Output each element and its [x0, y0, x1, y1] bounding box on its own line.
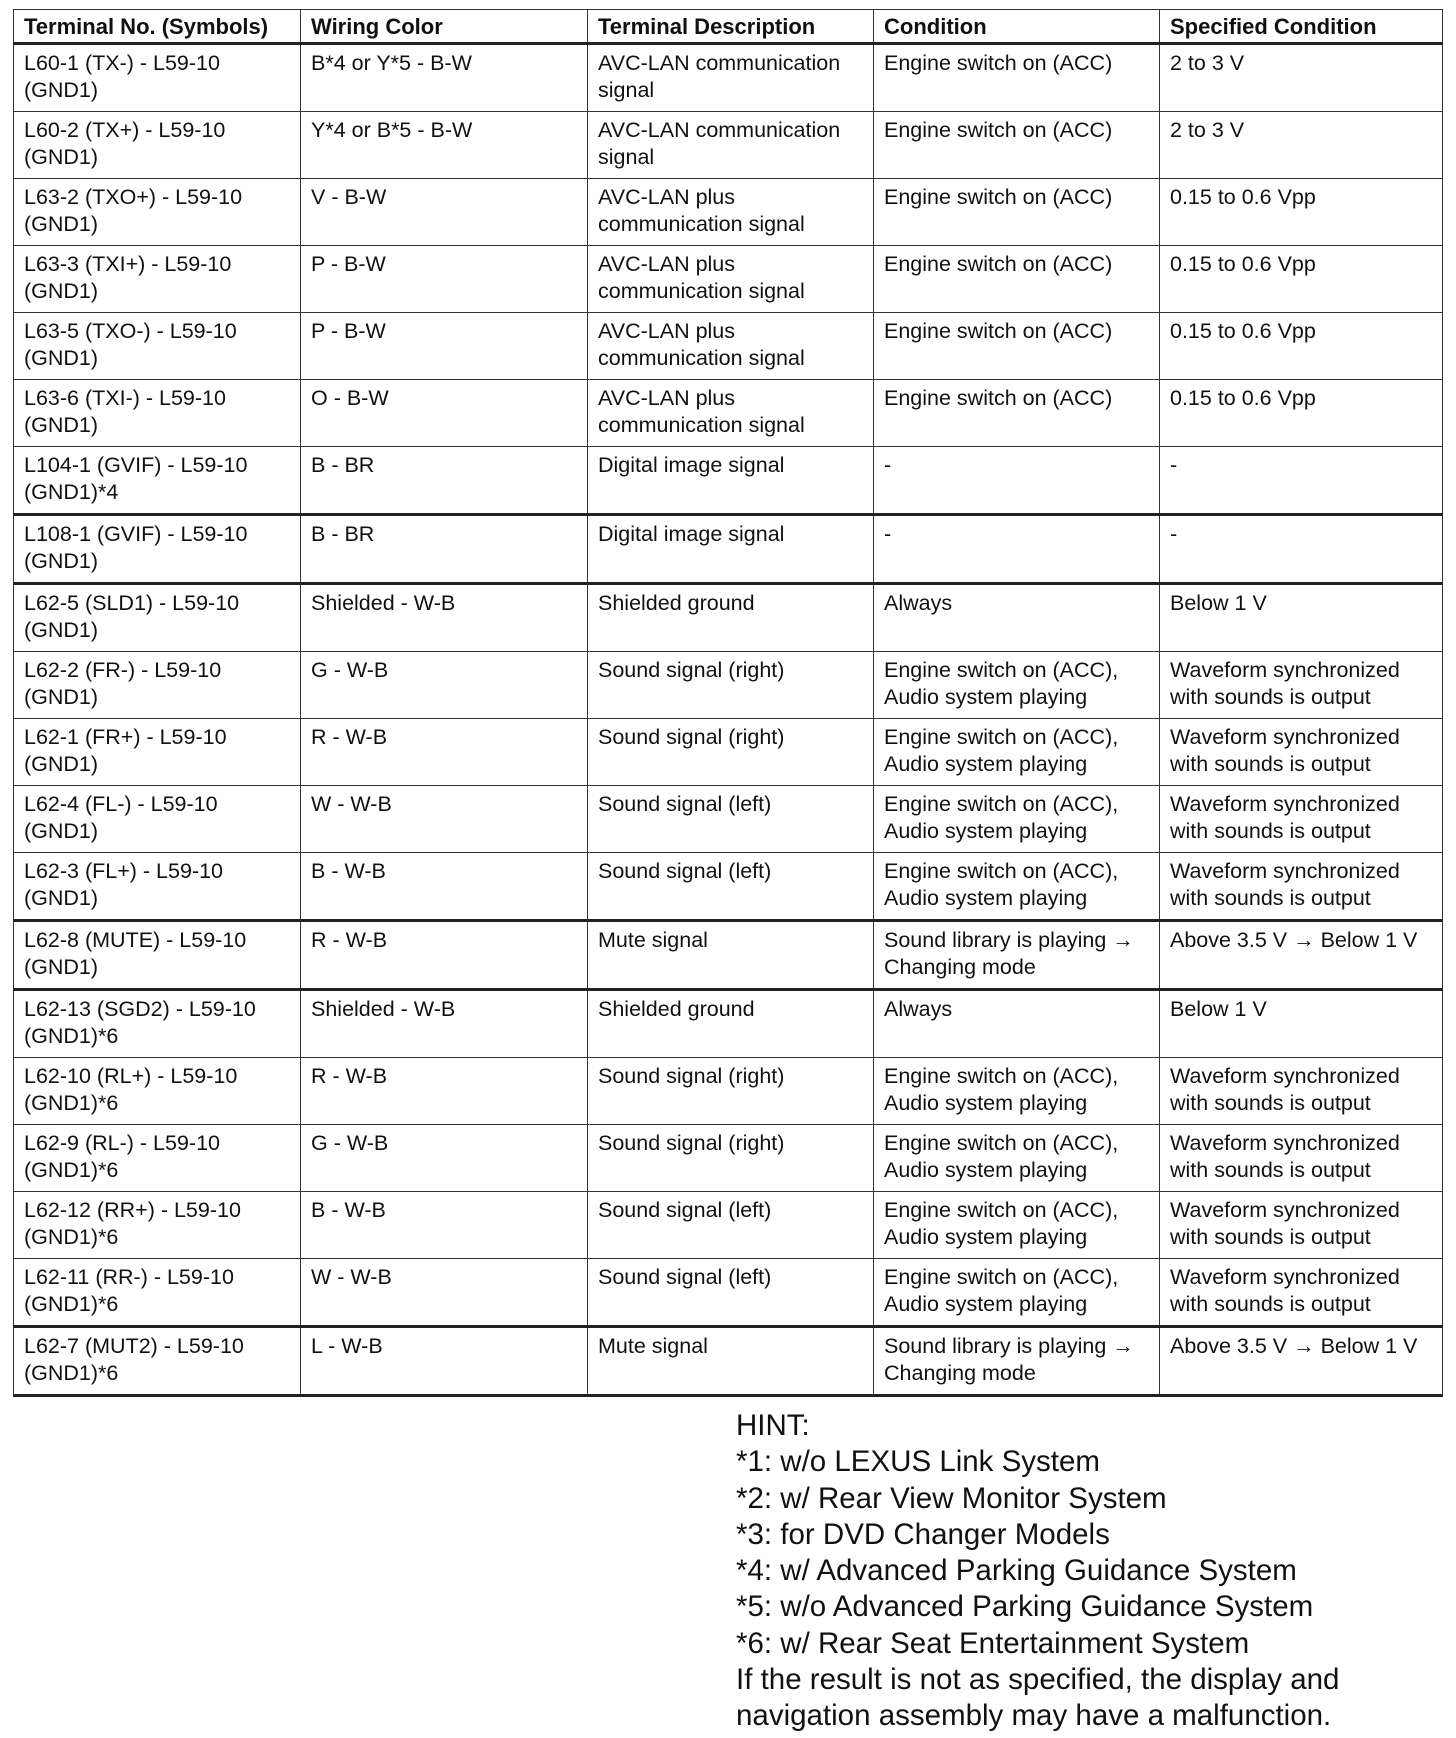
- cell-condition: Always: [874, 990, 1160, 1058]
- cell-wiring-color: P - B-W: [301, 313, 588, 380]
- cell-specified-condition: Waveform synchronized with sounds is output: [1160, 1192, 1443, 1259]
- table-row: [14, 44, 1443, 112]
- cell-wiring-color: R - W-B: [301, 921, 588, 990]
- table-row: [14, 1327, 1443, 1396]
- hint-line: *3: for DVD Changer Models: [736, 1517, 1110, 1551]
- header-terminal: Terminal No. (Symbols): [14, 10, 301, 44]
- table-body: [14, 44, 1443, 1396]
- cell-terminal-description: Sound signal (left): [588, 853, 874, 921]
- table-row: [14, 313, 1443, 380]
- cell-condition: Engine switch on (ACC), Audio system playing: [874, 1259, 1160, 1327]
- cell-wiring-color: B - BR: [301, 515, 588, 584]
- hint-line: *4: w/ Advanced Parking Guidance System: [736, 1554, 1297, 1588]
- cell-condition: Engine switch on (ACC), Audio system playing: [874, 1125, 1160, 1192]
- cell-terminal: L62-8 (MUTE) - L59-10 (GND1): [14, 921, 301, 990]
- cell-wiring-color: W - W-B: [301, 786, 588, 853]
- cell-condition: -: [874, 447, 1160, 515]
- cell-terminal-description: Shielded ground: [588, 584, 874, 652]
- table-row: [14, 719, 1443, 786]
- cell-wiring-color: V - B-W: [301, 179, 588, 246]
- cell-wiring-color: O - B-W: [301, 380, 588, 447]
- cell-terminal-description: AVC-LAN plus communication signal: [588, 246, 874, 313]
- cell-condition: Engine switch on (ACC): [874, 246, 1160, 313]
- cell-specified-condition: Waveform synchronized with sounds is output: [1160, 719, 1443, 786]
- cell-terminal-description: Sound signal (left): [588, 1192, 874, 1259]
- cell-condition: Engine switch on (ACC): [874, 313, 1160, 380]
- hint-note-line: navigation assembly may have a malfunction.: [736, 1699, 1332, 1733]
- cell-wiring-color: B - W-B: [301, 1192, 588, 1259]
- cell-terminal: L62-10 (RL+) - L59-10 (GND1)*6: [14, 1058, 301, 1125]
- cell-terminal-description: AVC-LAN plus communication signal: [588, 380, 874, 447]
- table-row: [14, 652, 1443, 719]
- cell-terminal-description: Digital image signal: [588, 515, 874, 584]
- table-row: [14, 1192, 1443, 1259]
- cell-condition: Engine switch on (ACC), Audio system playing: [874, 719, 1160, 786]
- cell-terminal: L62-2 (FR-) - L59-10 (GND1): [14, 652, 301, 719]
- cell-condition: Sound library is playing → Changing mode: [874, 1327, 1160, 1396]
- cell-condition: Engine switch on (ACC): [874, 112, 1160, 179]
- cell-terminal-description: Sound signal (right): [588, 1125, 874, 1192]
- cell-terminal-description: Sound signal (right): [588, 1058, 874, 1125]
- cell-wiring-color: G - W-B: [301, 1125, 588, 1192]
- cell-condition: Sound library is playing → Changing mode: [874, 921, 1160, 990]
- hint-line: *2: w/ Rear View Monitor System: [736, 1481, 1167, 1515]
- cell-specified-condition: Waveform synchronized with sounds is output: [1160, 1125, 1443, 1192]
- cell-condition: -: [874, 515, 1160, 584]
- table-row: [14, 1125, 1443, 1192]
- cell-condition: Engine switch on (ACC), Audio system playing: [874, 652, 1160, 719]
- cell-terminal: L108-1 (GVIF) - L59-10 (GND1): [14, 515, 301, 584]
- table-row: [14, 179, 1443, 246]
- cell-terminal-description: AVC-LAN plus communication signal: [588, 313, 874, 380]
- table-row: [14, 990, 1443, 1058]
- cell-specified-condition: Above 3.5 V → Below 1 V: [1160, 921, 1443, 990]
- cell-terminal: L63-2 (TXO+) - L59-10 (GND1): [14, 179, 301, 246]
- cell-condition: Engine switch on (ACC): [874, 44, 1160, 112]
- cell-wiring-color: G - W-B: [301, 652, 588, 719]
- cell-terminal-description: AVC-LAN plus communication signal: [588, 179, 874, 246]
- table-row: [14, 246, 1443, 313]
- cell-terminal-description: AVC-LAN communication signal: [588, 44, 874, 112]
- cell-terminal: L62-5 (SLD1) - L59-10 (GND1): [14, 584, 301, 652]
- cell-wiring-color: B*4 or Y*5 - B-W: [301, 44, 588, 112]
- cell-wiring-color: R - W-B: [301, 719, 588, 786]
- cell-specified-condition: Waveform synchronized with sounds is output: [1160, 853, 1443, 921]
- cell-condition: Engine switch on (ACC): [874, 380, 1160, 447]
- header-wiring-color: Wiring Color: [301, 10, 588, 44]
- cell-terminal: L63-3 (TXI+) - L59-10 (GND1): [14, 246, 301, 313]
- cell-specified-condition: 0.15 to 0.6 Vpp: [1160, 179, 1443, 246]
- cell-terminal: L104-1 (GVIF) - L59-10 (GND1)*4: [14, 447, 301, 515]
- cell-specified-condition: 0.15 to 0.6 Vpp: [1160, 313, 1443, 380]
- cell-terminal-description: Mute signal: [588, 1327, 874, 1396]
- table-row: [14, 515, 1443, 584]
- hint-note-line: If the result is not as specified, the display and: [736, 1663, 1340, 1697]
- cell-terminal: L62-1 (FR+) - L59-10 (GND1): [14, 719, 301, 786]
- table-row: [14, 921, 1443, 990]
- cell-terminal: L62-4 (FL-) - L59-10 (GND1): [14, 786, 301, 853]
- cell-specified-condition: Below 1 V: [1160, 990, 1443, 1058]
- hint-block: [736, 1408, 1436, 1735]
- cell-terminal: L60-2 (TX+) - L59-10 (GND1): [14, 112, 301, 179]
- cell-terminal: L62-7 (MUT2) - L59-10 (GND1)*6: [14, 1327, 301, 1396]
- cell-specified-condition: 0.15 to 0.6 Vpp: [1160, 246, 1443, 313]
- hint-line: *1: w/o LEXUS Link System: [736, 1445, 1100, 1479]
- cell-specified-condition: Waveform synchronized with sounds is output: [1160, 1259, 1443, 1327]
- table-row: [14, 853, 1443, 921]
- cell-terminal: L63-6 (TXI-) - L59-10 (GND1): [14, 380, 301, 447]
- cell-terminal-description: AVC-LAN communication signal: [588, 112, 874, 179]
- cell-condition: Engine switch on (ACC), Audio system playing: [874, 853, 1160, 921]
- cell-wiring-color: Y*4 or B*5 - B-W: [301, 112, 588, 179]
- cell-terminal: L62-9 (RL-) - L59-10 (GND1)*6: [14, 1125, 301, 1192]
- table-row: [14, 380, 1443, 447]
- cell-specified-condition: -: [1160, 515, 1443, 584]
- cell-specified-condition: Waveform synchronized with sounds is output: [1160, 1058, 1443, 1125]
- cell-wiring-color: Shielded - W-B: [301, 584, 588, 652]
- cell-specified-condition: Waveform synchronized with sounds is output: [1160, 786, 1443, 853]
- cell-terminal: L62-13 (SGD2) - L59-10 (GND1)*6: [14, 990, 301, 1058]
- cell-terminal-description: Sound signal (right): [588, 719, 874, 786]
- header-specified-condition: Specified Condition: [1160, 10, 1443, 44]
- cell-condition: Engine switch on (ACC), Audio system playing: [874, 786, 1160, 853]
- cell-specified-condition: 2 to 3 V: [1160, 112, 1443, 179]
- table-row: [14, 584, 1443, 652]
- cell-terminal-description: Shielded ground: [588, 990, 874, 1058]
- cell-terminal: L62-12 (RR+) - L59-10 (GND1)*6: [14, 1192, 301, 1259]
- cell-wiring-color: P - B-W: [301, 246, 588, 313]
- cell-specified-condition: -: [1160, 447, 1443, 515]
- header-row: [14, 10, 1443, 44]
- cell-specified-condition: Below 1 V: [1160, 584, 1443, 652]
- cell-specified-condition: 0.15 to 0.6 Vpp: [1160, 380, 1443, 447]
- cell-specified-condition: 2 to 3 V: [1160, 44, 1443, 112]
- cell-wiring-color: W - W-B: [301, 1259, 588, 1327]
- hint-title: HINT:: [736, 1409, 810, 1442]
- cell-terminal-description: Mute signal: [588, 921, 874, 990]
- table-row: [14, 1259, 1443, 1327]
- cell-terminal: L62-3 (FL+) - L59-10 (GND1): [14, 853, 301, 921]
- hint-line: *6: w/ Rear Seat Entertainment System: [736, 1626, 1250, 1660]
- table-row: [14, 112, 1443, 179]
- cell-wiring-color: B - BR: [301, 447, 588, 515]
- hint-line: *5: w/o Advanced Parking Guidance System: [736, 1590, 1314, 1624]
- cell-specified-condition: Above 3.5 V → Below 1 V: [1160, 1327, 1443, 1396]
- table-row: [14, 786, 1443, 853]
- cell-terminal-description: Sound signal (left): [588, 1259, 874, 1327]
- cell-wiring-color: B - W-B: [301, 853, 588, 921]
- cell-wiring-color: Shielded - W-B: [301, 990, 588, 1058]
- cell-wiring-color: R - W-B: [301, 1058, 588, 1125]
- cell-specified-condition: Waveform synchronized with sounds is output: [1160, 652, 1443, 719]
- cell-condition: Engine switch on (ACC), Audio system playing: [874, 1058, 1160, 1125]
- cell-condition: Engine switch on (ACC): [874, 179, 1160, 246]
- cell-terminal-description: Sound signal (left): [588, 786, 874, 853]
- cell-terminal-description: Sound signal (right): [588, 652, 874, 719]
- header-terminal-description: Terminal Description: [588, 10, 874, 44]
- terminal-table: [13, 9, 1443, 1397]
- table-row: [14, 1058, 1443, 1125]
- cell-terminal-description: Digital image signal: [588, 447, 874, 515]
- header-condition: Condition: [874, 10, 1160, 44]
- cell-terminal: L62-11 (RR-) - L59-10 (GND1)*6: [14, 1259, 301, 1327]
- cell-condition: Engine switch on (ACC), Audio system playing: [874, 1192, 1160, 1259]
- cell-terminal: L63-5 (TXO-) - L59-10 (GND1): [14, 313, 301, 380]
- table-row: [14, 447, 1443, 515]
- cell-wiring-color: L - W-B: [301, 1327, 588, 1396]
- cell-condition: Always: [874, 584, 1160, 652]
- cell-terminal: L60-1 (TX-) - L59-10 (GND1): [14, 44, 301, 112]
